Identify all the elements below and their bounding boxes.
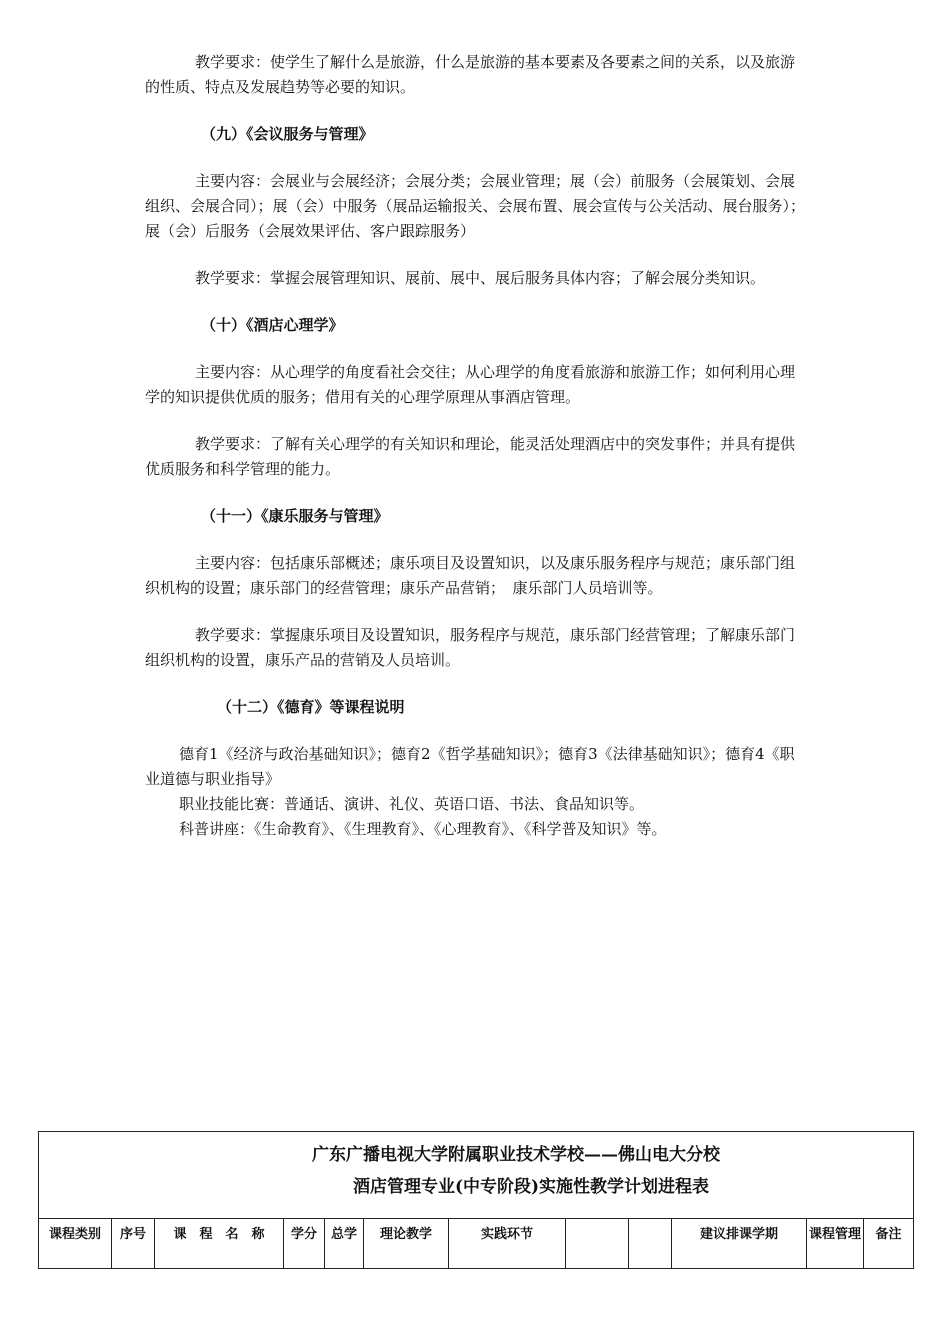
section9-heading: （九）《会议服务与管理》 <box>201 125 374 143</box>
section12-heading: （十二）《德育》等课程说明 <box>217 698 405 716</box>
plan-header-row <box>38 1218 914 1269</box>
header-theory-teaching: 理论教学 <box>364 1219 449 1269</box>
section11-heading: （十一）《康乐服务与管理》 <box>201 507 389 525</box>
document-body <box>145 50 805 842</box>
section11-content: 主要内容：包括康乐部概述；康乐项目及设置知识，以及康乐服务程序与规范；康乐部门组织机构的设置；康乐部门的经营管理；康乐产品营销； 康乐部门人员培训等。 <box>145 554 796 597</box>
section9-requirement: 教学要求：掌握会展管理知识、展前、展中、展后服务具体内容；了解会展分类知识。 <box>195 269 766 287</box>
header-empty-2 <box>629 1219 672 1269</box>
header-suggested-semester: 建议排课学期 <box>672 1219 807 1269</box>
section10-content: 主要内容：从心理学的角度看社会交往；从心理学的角度看旅游和旅游工作；如何利用心理学的知识提供优质的服务；借用有关的心理学原理从事酒店管理。 <box>145 363 796 406</box>
header-serial-number: 序号 <box>112 1219 155 1269</box>
header-course-category: 课程类别 <box>39 1219 112 1269</box>
section9-content: 主要内容：会展业与会展经济；会展分类；会展业管理；展（会）前服务（会展策划、会展组织、会展合同）；展（会）中服务（展品运输报关、会展布置、展会宣传与公关活动、展台服务）；展（会）后服务（会展效果评估、客户跟踪服务） <box>145 172 806 240</box>
section12-line1: 德育1《经济与政治基础知识》；德育2《哲学基础知识》；德育3《法律基础知识》；德育4《职业道德与职业指导》 <box>145 745 795 788</box>
plan-title-school: 广东广播电视大学附属职业技术学校——佛山电大分校 <box>312 1145 720 1165</box>
section10-heading: （十）《酒店心理学》 <box>201 316 344 334</box>
header-empty-1 <box>566 1219 629 1269</box>
header-total-hours: 总学 <box>325 1219 364 1269</box>
header-credits: 学分 <box>284 1219 325 1269</box>
plan-title-schedule: 酒店管理专业(中专阶段)实施性教学计划进程表 <box>352 1177 710 1197</box>
section12-line3: 科普讲座：《生命教育》、《生理教育》、《心理教育》、《科学普及知识》等。 <box>179 820 667 838</box>
header-practice: 实践环节 <box>449 1219 566 1269</box>
section10-requirement: 教学要求：了解有关心理学的有关知识和理论，能灵活处理酒店中的突发事件；并具有提供优质服务和科学管理的能力。 <box>145 435 796 478</box>
header-course-management: 课程管理 <box>807 1219 864 1269</box>
section11-requirement: 教学要求：掌握康乐项目及设置知识，服务程序与规范，康乐部门经营管理；了解康乐部门组织机构的设置，康乐产品的营销及人员培训。 <box>145 626 796 669</box>
header-course-name: 课 程 名 称 <box>155 1219 284 1269</box>
section12-line2: 职业技能比赛：普通话、演讲、礼仪、英语口语、书法、食品知识等。 <box>179 795 645 813</box>
section8-requirement: 教学要求：使学生了解什么是旅游，什么是旅游的基本要素及各要素之间的关系，以及旅游的性质、特点及发展趋势等必要的知识。 <box>145 53 796 96</box>
teaching-plan-table <box>38 1131 914 1269</box>
header-remarks: 备注 <box>864 1219 914 1269</box>
